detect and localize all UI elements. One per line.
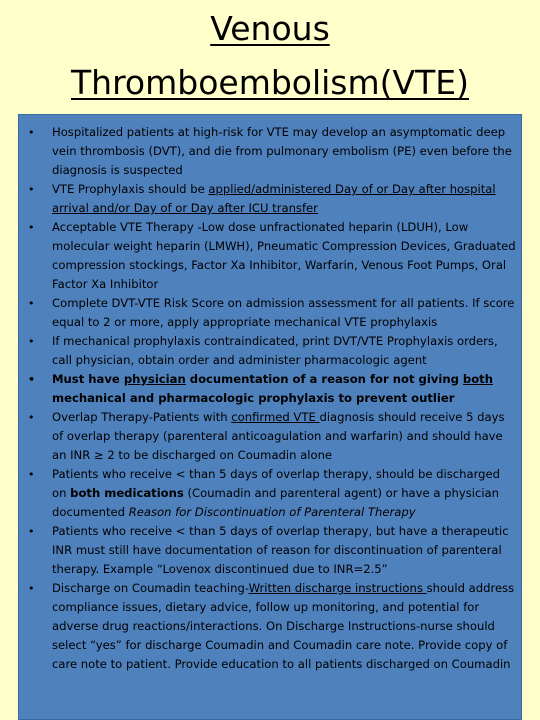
bullet-underlined-text: applied/administered Day of or Day after hospital arrival and/or Day of or Day after ICU transfer bbox=[52, 182, 496, 215]
title-line-2: Thromboembolism(VTE) bbox=[71, 63, 469, 102]
bullet-text: Hospitalized patients at high-risk for VTE may develop an asymptomatic deep vein thrombosis (DVT), and die from pulmonary embolism (PE) even before the diagnosis is suspected bbox=[52, 125, 512, 177]
bullet-underlined-text: both bbox=[462, 372, 493, 386]
bullet-underlined-text: Written discharge instructions bbox=[248, 581, 427, 595]
bullet-underlined-text: physician bbox=[123, 372, 186, 386]
bullet-text: Overlap Therapy-Patients with bbox=[52, 410, 232, 424]
bullet-item bbox=[22, 332, 517, 370]
bullet-text: Acceptable VTE Therapy -Low dose unfractionated heparin (LDUH), Low molecular weight heparin (LMWH), Pneumatic Compression Devices, Graduated compression stockings, Factor Xa Inhibitor, Warfarin, Venous Foot Pumps, Oral Factor Xa Inhibitor bbox=[52, 220, 516, 291]
bullet-text: Patients who receive < than 5 days of overlap therapy, should be discharged on bbox=[52, 467, 501, 500]
bullet-text: If mechanical prophylaxis contraindicated, print DVT/VTE Prophylaxis orders, call physician, obtain order and administer pharmacologic agent bbox=[52, 334, 498, 367]
bullet-text: Must have bbox=[52, 372, 124, 386]
bullet-text: mechanical and pharmacologic prophylaxis to prevent outlier bbox=[52, 391, 455, 405]
bullet-text: (Coumadin and parenteral agent) or have a physician documented bbox=[52, 486, 500, 519]
bullet-text: Complete DVT-VTE Risk Score on admission assessment for all patients. If score equal to 2 or more, apply appropriate mechanical VTE prophylaxis bbox=[52, 296, 515, 329]
bullet-italic-text: Reason for Discontinuation of Parenteral Therapy bbox=[128, 505, 416, 519]
bullet-text: Patients who receive < than 5 days of overlap therapy, but have a therapeutic INR must still have documentation of reason for discontinuation of parenteral therapy. Example “Lovenox discontinued due to INR=2.5” bbox=[52, 524, 509, 576]
bullet-item bbox=[22, 522, 517, 579]
bullet-text: diagnosis should receive 5 days of overlap therapy (parenteral anticoagulation and warfarin) and should have an INR ≥ 2 to be discharged on Coumadin alone bbox=[52, 410, 505, 462]
bullet-item bbox=[22, 370, 517, 408]
bullet-item bbox=[22, 465, 517, 522]
bullet-bold-text: both medications bbox=[70, 486, 184, 500]
bullet-item bbox=[22, 180, 517, 218]
bullet-item bbox=[22, 408, 517, 465]
bullet-item bbox=[22, 218, 517, 294]
bullet-list bbox=[22, 123, 517, 674]
bullet-text: should address compliance issues, dietary advice, follow up monitoring, and potential for adverse drug reactions/interactions. On Discharge Instructions-nurse should select “yes” for discharge Coumadin and Coumadin care note. Provide copy of care note to patient. Provide education to all patients discharged on Coumadin bbox=[52, 581, 515, 671]
bullet-text: documentation of a reason for not giving bbox=[185, 372, 463, 386]
bullet-text: Discharge on Coumadin teaching- bbox=[52, 581, 249, 595]
bullet-item bbox=[22, 294, 517, 332]
bullet-text: VTE Prophylaxis should be bbox=[52, 182, 209, 196]
bullet-item bbox=[22, 123, 517, 180]
bullet-item bbox=[22, 579, 517, 674]
bullet-underlined-text: confirmed VTE bbox=[231, 410, 320, 424]
page-title bbox=[0, 2, 540, 110]
title-line-1: Venous bbox=[210, 9, 330, 48]
